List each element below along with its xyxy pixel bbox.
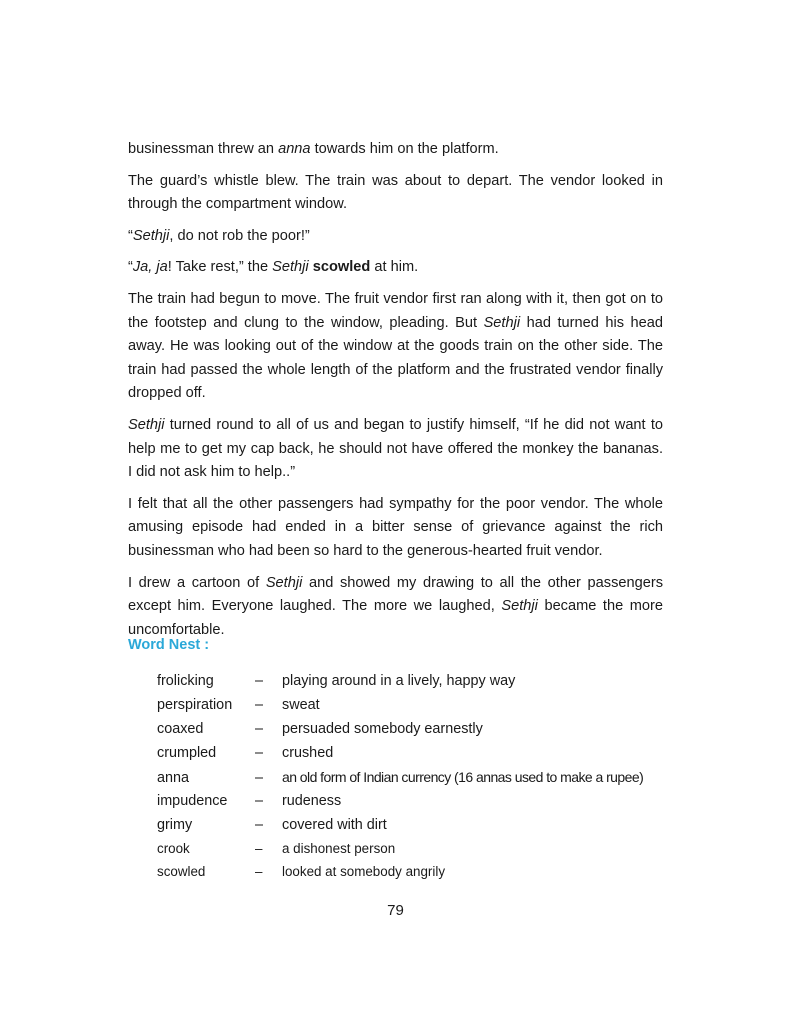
story-text <box>128 138 663 650</box>
text-run: at him. <box>370 259 419 276</box>
glossary-entry <box>157 817 677 841</box>
italic-text: Ja, ja <box>132 259 168 276</box>
glossary-definition: a dishonest person <box>282 841 396 856</box>
text-run: “ <box>128 259 133 276</box>
story-paragraph <box>128 288 663 406</box>
text-run: had turned his head away. He was looking out of the window at the goods train on the other side. The train had passed the whole length of the platform and the frustrated vendor finally dropped off. <box>128 314 663 402</box>
glossary-dash: – <box>255 745 264 761</box>
story-paragraph <box>128 493 663 564</box>
italic-text: anna <box>278 141 311 157</box>
glossary-entry <box>157 769 677 793</box>
text-run: businessman threw an <box>128 141 279 157</box>
glossary-definition: rudeness <box>282 793 342 809</box>
glossary-definition: crushed <box>282 745 334 761</box>
text-run: became the more uncomfortable. <box>128 598 664 638</box>
glossary-definition: sweat <box>282 697 320 713</box>
glossary-dash: – <box>255 864 263 879</box>
text-run: towards him on the platform. <box>310 141 499 157</box>
story-paragraph <box>128 572 663 643</box>
story-paragraph <box>128 414 663 485</box>
story-paragraph <box>128 170 663 217</box>
italic-text: Sethji <box>272 259 309 276</box>
glossary-dash: – <box>255 721 264 737</box>
glossary-word: crumpled <box>157 745 217 761</box>
word-nest-section <box>128 637 209 653</box>
italic-text: Sethji <box>265 574 303 591</box>
italic-text: Sethji <box>132 227 170 244</box>
glossary-word: scowled <box>157 864 206 879</box>
glossary-dash: – <box>255 697 264 713</box>
glossary-word: coaxed <box>157 721 204 737</box>
glossary-word: grimy <box>157 817 193 833</box>
glossary-dash: – <box>255 817 264 833</box>
glossary-definition: playing around in a lively, happy way <box>282 673 516 689</box>
page-number: 79 <box>387 902 404 919</box>
glossary-definition: persuaded somebody earnestly <box>282 721 483 737</box>
glossary-definition: looked at somebody angrily <box>282 864 446 879</box>
glossary-definition: covered with dirt <box>282 817 387 833</box>
word-nest-heading: Word Nest : <box>128 637 210 653</box>
text-run: I drew a cartoon of <box>128 574 266 591</box>
glossary-definition: an old form of Indian currency (16 annas used to make a rupee) <box>282 769 644 785</box>
glossary-dash: – <box>255 841 263 856</box>
glossary-entry <box>157 864 677 887</box>
text-run: The train had begun to move. The fruit vendor first ran along with it, then got on to the footstep and clung to the window, pleading. But <box>128 290 663 331</box>
story-paragraph <box>128 225 663 249</box>
text-run: “ <box>128 227 133 244</box>
glossary-entry <box>157 673 677 697</box>
glossary-entry <box>157 721 677 745</box>
glossary-word: perspiration <box>157 697 233 713</box>
glossary-entry <box>157 793 677 817</box>
story-paragraph <box>128 256 663 280</box>
italic-text: Sethji <box>501 598 538 615</box>
story-paragraph <box>128 138 663 162</box>
glossary-word: frolicking <box>157 673 214 689</box>
glossary-dash: – <box>255 673 264 689</box>
glossary-word: impudence <box>157 793 228 809</box>
italic-text: Sethji <box>128 416 165 433</box>
glossary-word: anna <box>157 770 190 786</box>
word-nest-glossary <box>157 673 677 887</box>
glossary-entry <box>157 745 677 769</box>
text-run: , do not rob the poor!” <box>169 227 310 244</box>
bold-text: scowled <box>312 259 371 276</box>
text-run: turned round to all of us and began to justify himself, “If he did not want to help me to get my cap back, he should not have offered the monkey the bananas. I did not ask him to help..” <box>128 416 663 481</box>
text-run: I felt that all the other passengers had sympathy for the poor vendor. The whole amusing episode had ended in a bitter sense of grievance against the rich businessman who had been so hard to the generous-hearted fruit vendor. <box>128 495 663 559</box>
glossary-dash: – <box>255 770 264 786</box>
glossary-entry <box>157 841 677 864</box>
glossary-dash: – <box>255 793 264 809</box>
text-run: The guard’s whistle blew. The train was about to depart. The vendor looked in through the compartment window. <box>128 172 663 213</box>
glossary-entry <box>157 697 677 721</box>
text-run: and showed my drawing to all the other passengers except him. Everyone laughed. The more we laughed, <box>128 574 663 615</box>
glossary-word: crook <box>157 841 190 856</box>
text-run: ! Take rest,” the <box>167 259 273 276</box>
italic-text: Sethji <box>483 314 521 331</box>
